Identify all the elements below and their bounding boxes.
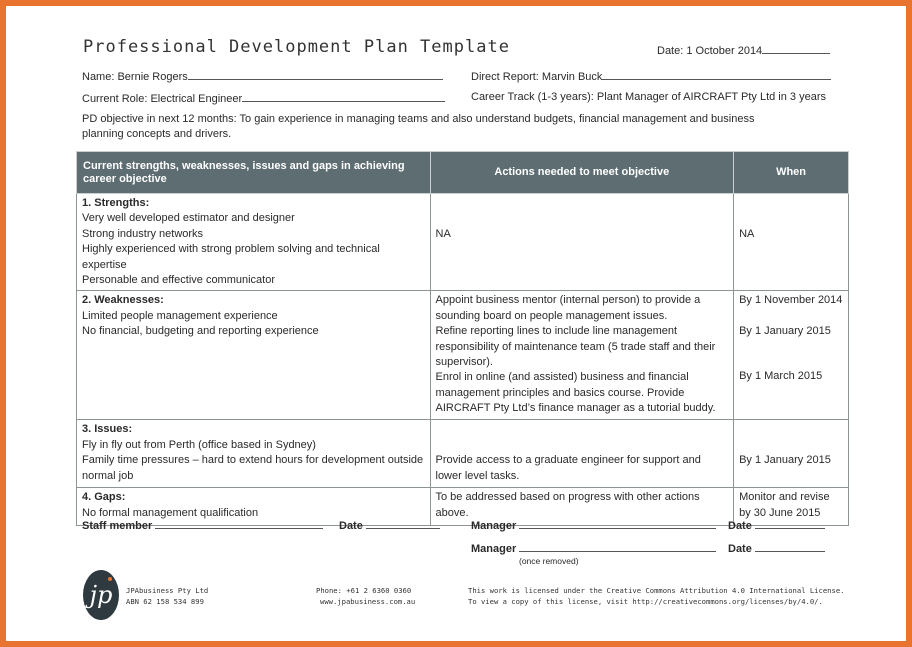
table-row xyxy=(77,194,849,291)
page-title: Professional Development Plan Template xyxy=(83,37,510,57)
staff-member-signature: Staff member xyxy=(82,518,323,532)
strengths-cell xyxy=(77,194,431,291)
when-cell xyxy=(734,194,849,291)
when-item: Monitor and revise by 30 June 2015 xyxy=(739,491,830,519)
phone-number: Phone: +61 2 6360 0360 xyxy=(316,586,412,595)
action-item: To be addressed based on progress with other actions above. xyxy=(435,491,700,519)
action-item: Refine reporting lines to include line management responsibility of maintenance team (5 trade staff and their supervisor). xyxy=(435,325,716,369)
plan-table xyxy=(76,151,849,526)
list-item: Limited people management experience xyxy=(82,309,278,322)
svg-text:jp: jp xyxy=(89,581,113,609)
when-item: NA xyxy=(739,228,755,240)
list-item: Very well developed estimator and designer xyxy=(82,212,295,225)
jpa-logo-icon xyxy=(82,569,120,621)
direct-report-field: Direct Report: Marvin Buck xyxy=(471,69,831,83)
manager-signature: Manager xyxy=(471,518,716,532)
section-heading: 2. Weaknesses: xyxy=(82,294,164,307)
list-item: Highly experienced with strong problem solving and technical expertise xyxy=(82,243,380,271)
when-item: By 1 January 2015 xyxy=(739,454,831,467)
manager-once-removed-signature: Manager xyxy=(471,541,716,555)
license-info xyxy=(468,586,844,607)
staff-date-field: Date xyxy=(339,518,440,532)
issues-cell xyxy=(77,420,431,488)
pd-objective: PD objective in next 12 months: To gain experience in managing teams and also understand budgets, financial management and business planning concepts and drivers. xyxy=(82,113,755,140)
when-cell xyxy=(734,420,849,488)
once-removed-note: (once removed) xyxy=(519,556,579,566)
name-field: Name: Bernie Rogers xyxy=(82,69,443,83)
action-item: Appoint business mentor (internal person) to provide a sounding board on people management issues. xyxy=(435,294,701,322)
list-item: Personable and effective communicator xyxy=(82,274,276,287)
when-cell xyxy=(734,291,849,420)
action-cell xyxy=(430,291,734,420)
company-abn: ABN 62 158 534 899 xyxy=(126,596,204,606)
list-item: No financial, budgeting and reporting experience xyxy=(82,325,319,338)
company-name: JPAbusiness Pty Ltd xyxy=(126,586,209,595)
list-item: Fly in fly out from Perth (office based in Sydney) xyxy=(82,438,316,451)
action-item: Provide access to a graduate engineer for support and lower level tasks. xyxy=(435,454,701,482)
action-cell xyxy=(430,420,734,488)
when-item: By 1 November 2014 xyxy=(739,294,843,307)
license-line-1: This work is licensed under the Creative Commons Attribution 4.0 International License. xyxy=(468,586,845,595)
when-item: By 1 January 2015 xyxy=(739,324,831,337)
action-item: NA xyxy=(435,228,451,240)
action-item: Enrol in online (and assisted) business and financial management principles and basics course. Provide AIRCRAFT Pty Ltd’s finance manager as a tutorial buddy. xyxy=(435,371,716,415)
header-when: When xyxy=(734,152,849,194)
weaknesses-cell xyxy=(77,291,431,420)
date-field: Date: 1 October 2014 xyxy=(657,43,830,57)
action-cell xyxy=(430,194,734,291)
table-row xyxy=(77,291,849,420)
manager-date-field: Date xyxy=(728,518,825,532)
company-info xyxy=(126,586,208,607)
contact-info xyxy=(316,586,415,607)
manager-once-removed-date-field: Date xyxy=(728,541,825,555)
header-actions: Actions needed to meet objective xyxy=(430,152,734,194)
table-row xyxy=(77,420,849,488)
license-line-2[interactable]: To view a copy of this license, visit http://creativecommons.org/licenses/by/4.0/. xyxy=(468,596,823,606)
section-heading: 4. Gaps: xyxy=(82,491,126,504)
career-track-field: Career Track (1-3 years): Plant Manager of AIRCRAFT Pty Ltd in 3 years xyxy=(471,91,826,103)
when-item: By 1 March 2015 xyxy=(739,370,823,383)
list-item: Family time pressures – hard to extend hours for development outside normal job xyxy=(82,454,424,482)
list-item: Strong industry networks xyxy=(82,227,204,240)
section-heading: 1. Strengths: xyxy=(82,197,150,209)
section-heading: 3. Issues: xyxy=(82,423,133,436)
header-current: Current strengths, weaknesses, issues and gaps in achieving career objective xyxy=(77,152,431,194)
table-header-row xyxy=(77,152,849,194)
list-item: No formal management qualification xyxy=(82,506,259,519)
current-role-field: Current Role: Electrical Engineer xyxy=(82,91,445,105)
website-link[interactable]: www.jpabusiness.com.au xyxy=(320,596,416,606)
